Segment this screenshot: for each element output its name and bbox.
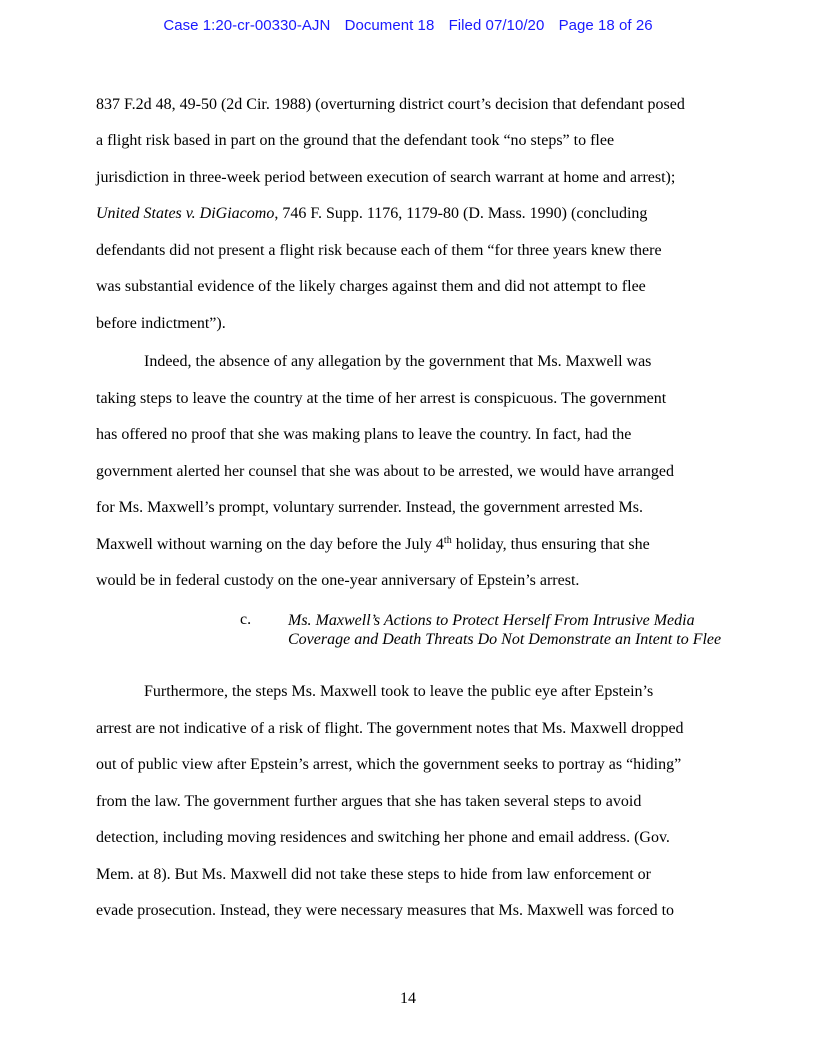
text-line: Mem. at 8). But Ms. Maxwell did not take these steps to hide from law enforcement or bbox=[96, 866, 651, 883]
page-indicator: Page 18 of 26 bbox=[558, 17, 653, 34]
case-citation: United States v. DiGiacomo bbox=[96, 205, 275, 222]
text-line: arrest are not indicative of a risk of flight. The government notes that Ms. Maxwell dropped bbox=[96, 720, 684, 737]
text-line: out of public view after Epstein’s arrest, which the government seeks to portray as “hiding” bbox=[96, 756, 682, 773]
superscript: th bbox=[443, 535, 452, 546]
text-line: Indeed, the absence of any allegation by the government that Ms. Maxwell was bbox=[144, 353, 652, 370]
text-line: government alerted her counsel that she was about to be arrested, we would have arranged bbox=[96, 463, 674, 480]
text-line: jurisdiction in three-week period between execution of search warrant at home and arrest); bbox=[96, 169, 676, 186]
text-line: 837 F.2d 48, 49-50 (2d Cir. 1988) (overturning district court’s decision that defendant posed bbox=[96, 96, 685, 113]
text-line: has offered no proof that she was making plans to leave the country. In fact, had the bbox=[96, 426, 632, 443]
text-line: evade prosecution. Instead, they were necessary measures that Ms. Maxwell was forced to bbox=[96, 902, 675, 919]
page-number: 14 bbox=[400, 990, 416, 1007]
text-segment: Maxwell without warning on the day before the July 4 bbox=[96, 536, 444, 553]
court-filing-header bbox=[0, 17, 816, 34]
text-line: from the law. The government further argues that she has taken several steps to avoid bbox=[96, 793, 642, 810]
text-line: before indictment”). bbox=[96, 315, 226, 332]
text-line: taking steps to leave the country at the time of her arrest is conspicuous. The government bbox=[96, 390, 667, 407]
text-line: for Ms. Maxwell’s prompt, voluntary surrender. Instead, the government arrested Ms. bbox=[96, 499, 643, 516]
filed-date: Filed 07/10/20 bbox=[448, 17, 545, 34]
text-line: was substantial evidence of the likely charges against them and did not attempt to flee bbox=[96, 278, 646, 295]
text-line bbox=[96, 204, 647, 224]
text-line: a flight risk based in part on the ground that the defendant took “no steps” to flee bbox=[96, 132, 615, 149]
section-title: Ms. Maxwell’s Actions to Protect Herself From Intrusive Media Coverage and Death Threats Do Not Demonstrate an Intent to Flee bbox=[288, 612, 722, 648]
text-line: detection, including moving residences and switching her phone and email address. (Gov. bbox=[96, 829, 670, 846]
text-line: Furthermore, the steps Ms. Maxwell took to leave the public eye after Epstein’s bbox=[144, 683, 654, 700]
text-line bbox=[96, 535, 650, 557]
text-segment: holiday, thus ensuring that she bbox=[451, 536, 650, 553]
text-line: defendants did not present a flight risk because each of them “for three years knew there bbox=[96, 242, 662, 259]
case-number: Case 1:20-cr-00330-AJN bbox=[163, 17, 331, 34]
citation-text: , 746 F. Supp. 1176, 1179-80 (D. Mass. 1990) (concluding bbox=[274, 205, 648, 222]
document-number: Document 18 bbox=[344, 17, 435, 34]
text-line: would be in federal custody on the one-year anniversary of Epstein’s arrest. bbox=[96, 572, 580, 589]
section-letter: c. bbox=[240, 611, 252, 628]
